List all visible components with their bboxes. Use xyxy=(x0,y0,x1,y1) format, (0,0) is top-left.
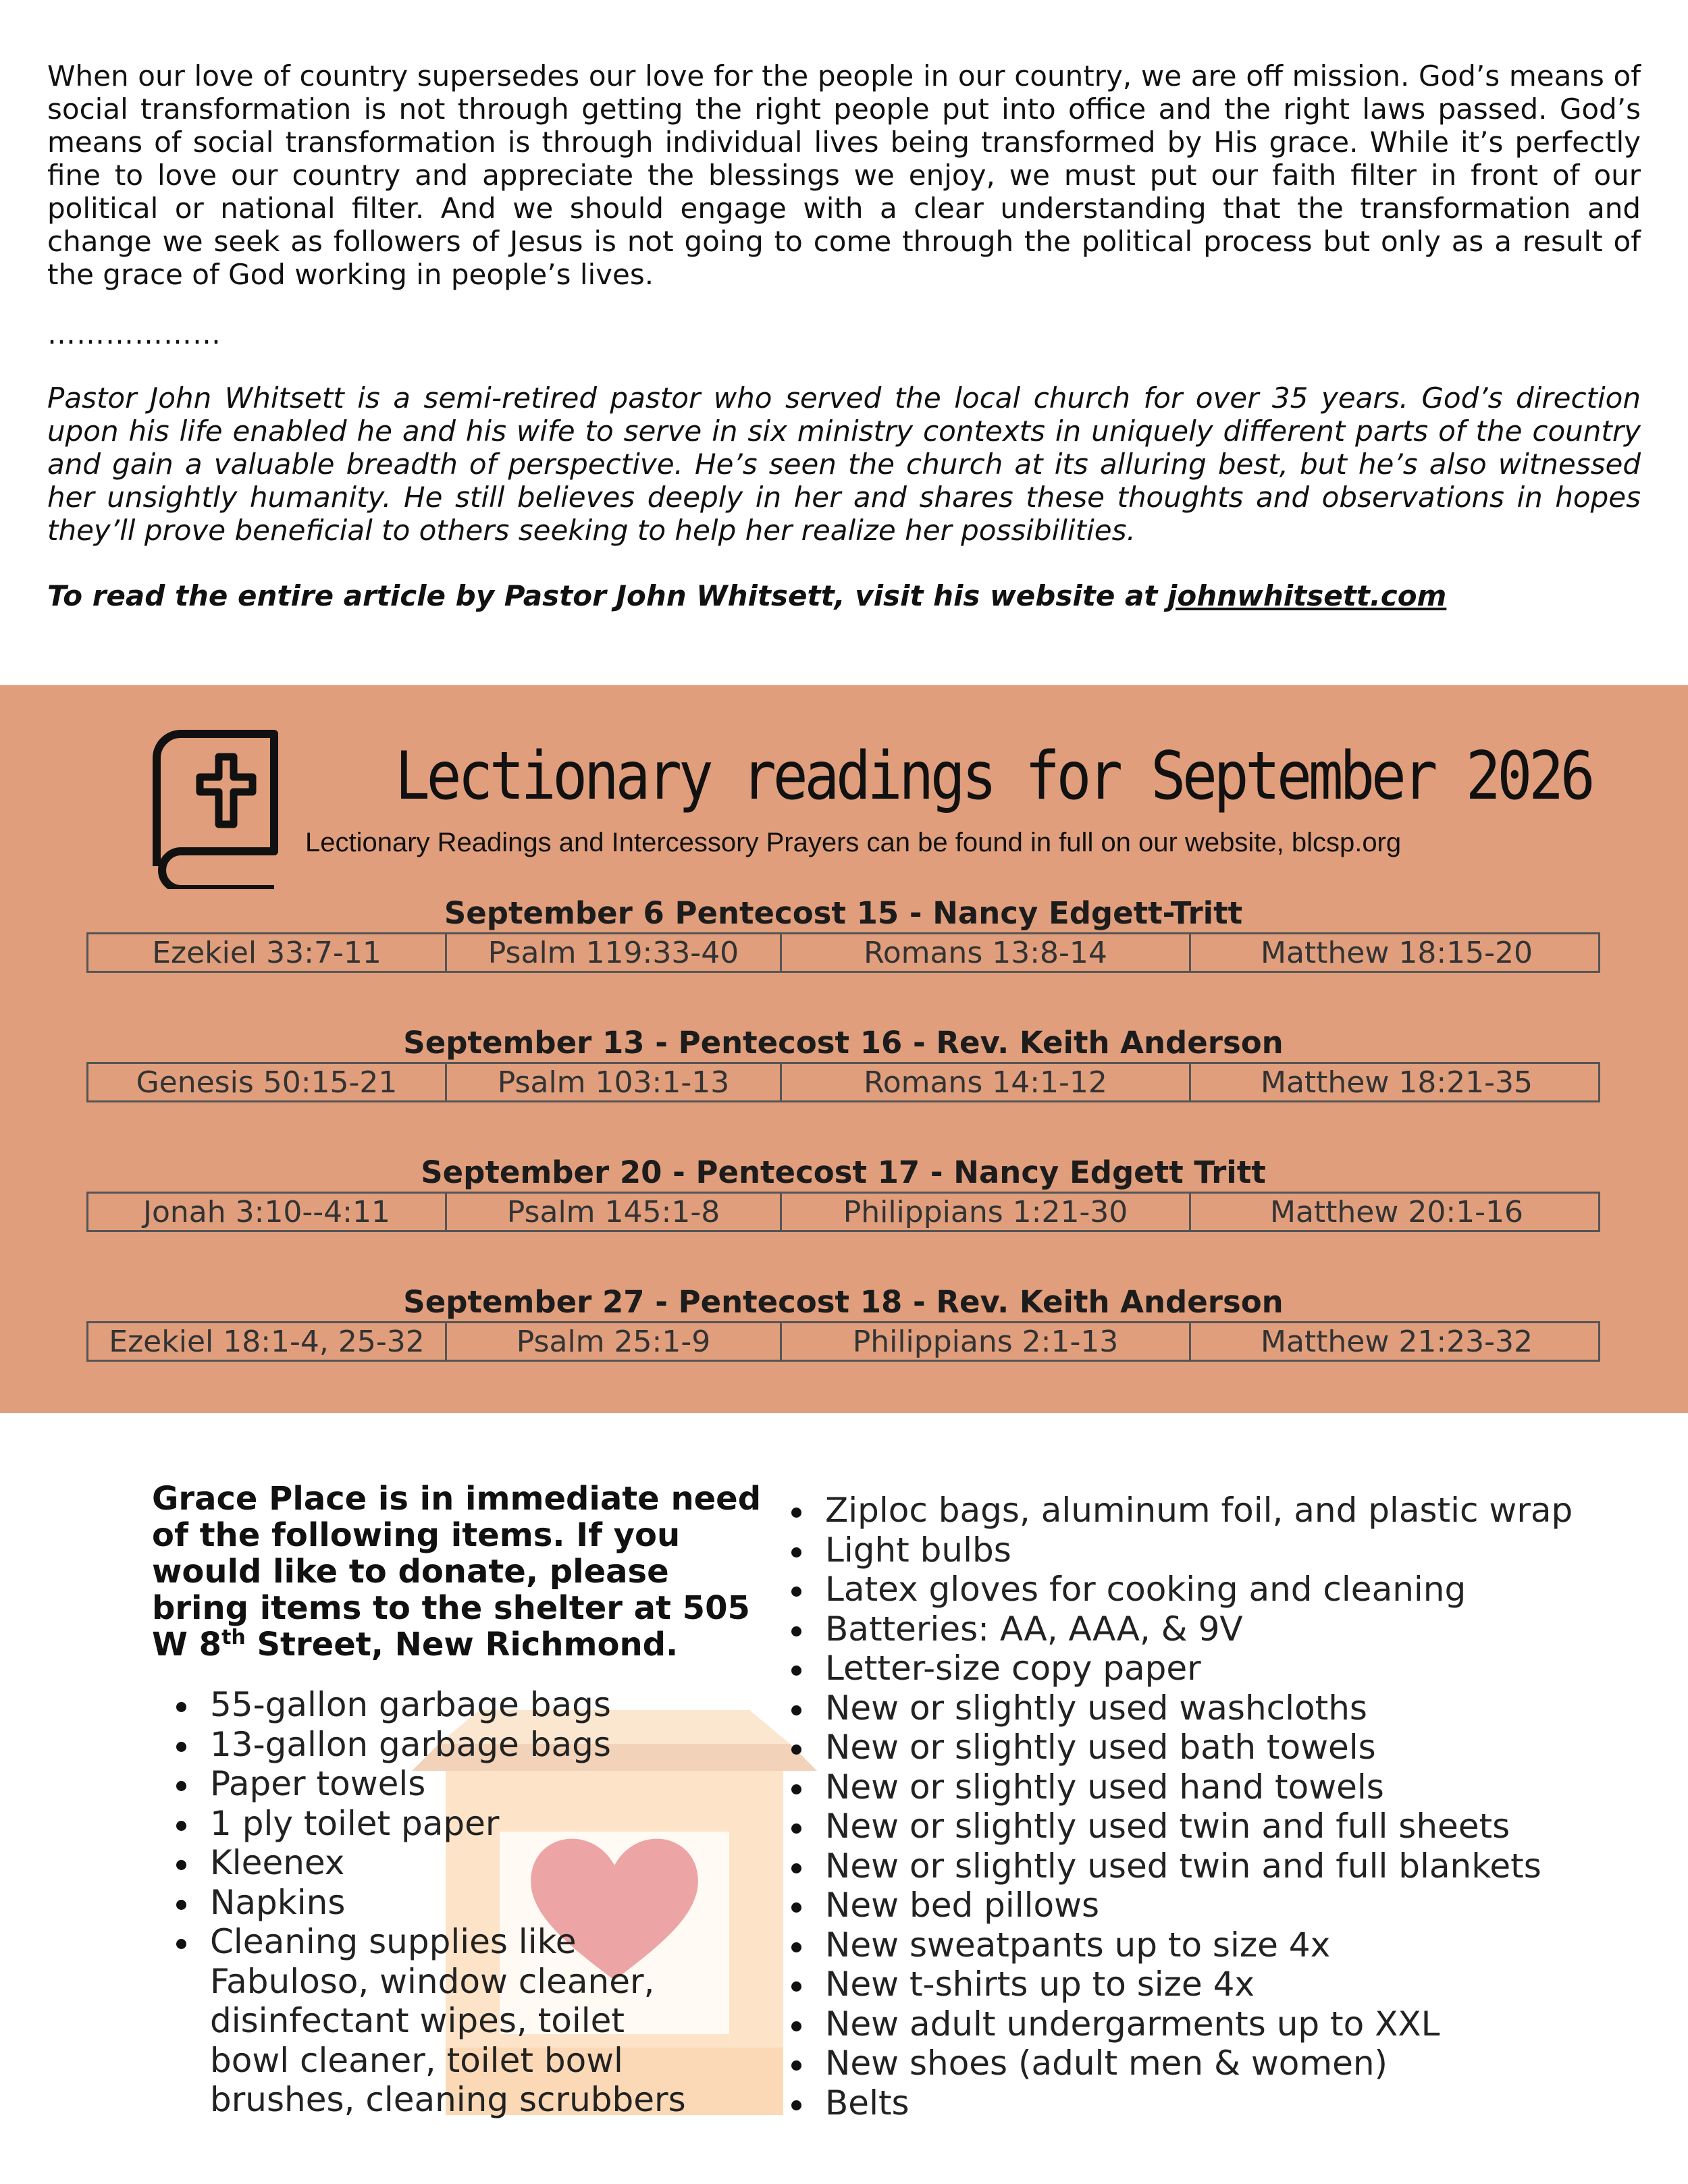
reading-first: Jonah 3:10--4:11 xyxy=(88,1194,447,1230)
week-block xyxy=(86,1283,1600,1362)
reading-gospel: Matthew 20:1-16 xyxy=(1269,1195,1524,1229)
week-heading: September 20 - Pentecost 17 - Nancy Edgett Tritt xyxy=(421,1154,1266,1190)
cta-text: To read the entire article by Pastor John Whitsett, visit his website at xyxy=(47,579,1167,612)
readings-row xyxy=(86,932,1600,973)
list-item: Napkins xyxy=(172,1883,780,1923)
reading-second: Philippians 2:1-13 xyxy=(782,1323,1191,1360)
needs-list-right xyxy=(787,1491,1679,2123)
list-item: Light bulbs xyxy=(787,1530,1679,1570)
author-bio: Pastor John Whitsett is a semi-retired pastor who served the local church for over 35 years. God’s direction upon his life enabled he and his wife to serve in six ministry contexts in uniquely different parts of the country and gain a valuable breadth of perspective. He’s seen the church at its alluring best, but he’s also witnessed her unsightly humanity. He still believes deeply in her and shares these thoughts and observations in hopes they’ll prove beneficial to others seeking to help her realize her possibilities. xyxy=(47,381,1641,547)
list-item: 55-gallon garbage bags xyxy=(172,1685,780,1725)
list-item: Belts xyxy=(787,2083,1679,2123)
separator: ……………… xyxy=(47,317,221,350)
intro-superscript: th xyxy=(221,1626,246,1649)
week-heading: September 6 Pentecost 15 - Nancy Edgett-Tritt xyxy=(444,895,1243,931)
intro-text-end: Street, New Richmond. xyxy=(245,1626,679,1663)
article-section xyxy=(47,59,1641,613)
week-heading: September 13 - Pentecost 16 - Rev. Keith Anderson xyxy=(403,1025,1284,1061)
readings-row xyxy=(86,1062,1600,1102)
week-block xyxy=(86,1154,1600,1232)
list-item: New shoes (adult men & women) xyxy=(787,2044,1679,2083)
list-item: New or slightly used bath towels xyxy=(787,1728,1679,1767)
grace-place-intro xyxy=(152,1481,773,1663)
lectionary-subtitle: Lectionary Readings and Intercessory Prayers can be found in full on our website, blcsp.org xyxy=(305,828,1402,857)
list-item: New sweatpants up to size 4x xyxy=(787,1925,1679,1965)
intro-text: Grace Place is in immediate need of the following items. If you would like to donate, please bring items to the shelter at 505 W 8 xyxy=(152,1480,762,1663)
reading-first: Ezekiel 18:1-4, 25-32 xyxy=(88,1323,447,1360)
readings-row xyxy=(86,1192,1600,1232)
list-item: New or slightly used hand towels xyxy=(787,1767,1679,1807)
week-heading: September 27 - Pentecost 18 - Rev. Keith Anderson xyxy=(403,1284,1284,1320)
reading-psalm: Psalm 145:1-8 xyxy=(447,1194,782,1230)
list-item: New or slightly used twin and full sheets xyxy=(787,1807,1679,1846)
website-link[interactable]: johnwhitsett.com xyxy=(1167,579,1447,612)
list-item: Letter-size copy paper xyxy=(787,1649,1679,1688)
list-item: Paper towels xyxy=(172,1764,780,1804)
list-item: Latex gloves for cooking and cleaning xyxy=(787,1570,1679,1609)
reading-psalm: Psalm 103:1-13 xyxy=(447,1064,782,1100)
needs-list-left xyxy=(172,1685,780,2120)
reading-first: Ezekiel 33:7-11 xyxy=(88,934,447,971)
list-item: Batteries: AA, AAA, & 9V xyxy=(787,1609,1679,1649)
list-item: New adult undergarments up to XXL xyxy=(787,2004,1679,2044)
list-item: New or slightly used washcloths xyxy=(787,1688,1679,1728)
list-item: Kleenex xyxy=(172,1843,780,1883)
bible-cross-icon xyxy=(150,727,282,889)
lectionary-title: Lectionary readings for September 2026 xyxy=(395,738,1592,815)
reading-second: Romans 13:8-14 xyxy=(782,934,1191,971)
reading-gospel: Matthew 18:21-35 xyxy=(1260,1065,1533,1100)
reading-gospel: Matthew 18:15-20 xyxy=(1260,936,1533,970)
article-paragraph: When our love of country supersedes our love for the people in our country, we are off mission. God’s means of social transformation is not through getting the right people put into office and the right laws passed. God’s means of social transformation is through individual lives being transformed by His grace. While it’s perfectly fine to love our country and appreciate the blessings we enjoy, we must put our faith filter in front of our political or national filter. And we should engage with a clear understanding that the transformation and change we seek as followers of Jesus is not going to come through the political process but only as a result of the grace of God working in people’s lives. xyxy=(47,59,1641,291)
lectionary-section xyxy=(0,685,1688,1413)
week-block xyxy=(86,895,1600,973)
reading-second: Romans 14:1-12 xyxy=(782,1064,1191,1100)
reading-psalm: Psalm 119:33-40 xyxy=(447,934,782,971)
week-block xyxy=(86,1024,1600,1102)
reading-gospel: Matthew 21:23-32 xyxy=(1260,1325,1533,1359)
list-item: Cleaning supplies like Fabuloso, window cleaner, disinfectant wipes, toilet bowl cleaner, toilet bowl brushes, cleaning scrubbers xyxy=(172,1922,696,2120)
readings-row xyxy=(86,1321,1600,1362)
list-item: New or slightly used twin and full blankets xyxy=(787,1846,1679,1886)
list-item: New bed pillows xyxy=(787,1886,1679,1925)
list-item: Ziploc bags, aluminum foil, and plastic wrap xyxy=(787,1491,1679,1530)
reading-first: Genesis 50:15-21 xyxy=(88,1064,447,1100)
reading-second: Philippians 1:21-30 xyxy=(782,1194,1191,1230)
article-cta xyxy=(47,579,1641,613)
reading-psalm: Psalm 25:1-9 xyxy=(447,1323,782,1360)
list-item: 1 ply toilet paper xyxy=(172,1804,780,1844)
list-item: New t-shirts up to size 4x xyxy=(787,1965,1679,2004)
list-item: 13-gallon garbage bags xyxy=(172,1725,780,1765)
